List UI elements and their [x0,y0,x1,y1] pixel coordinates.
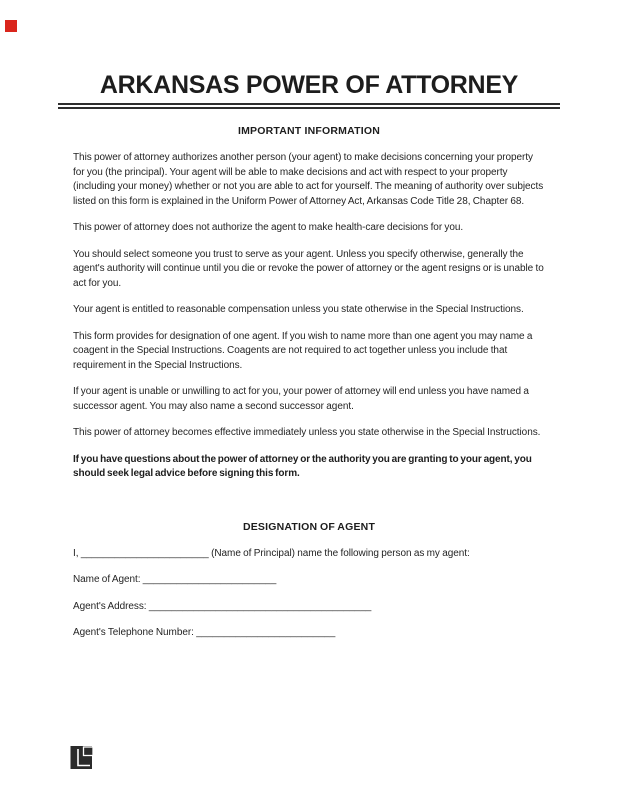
agent-address-label: Agent's Address: [73,600,147,612]
document-pages-icon [70,745,95,770]
principal-line-suffix: (Name of Principal) name the following person as my agent: [211,547,470,559]
agent-address-field [73,600,545,615]
info-paragraph: This power of attorney authorizes another person (your agent) to make decisions concerning your property for you (the principal). Your agent will be able to make decisions and act with respect to your property (including your money) whether or not you are able to act for yourself. The meaning of authority over subjects listed on this form is explained in the Uniform Power of Attorney Act, Arkansas Code Title 28, Chapter 68. [73,152,544,207]
designation-of-agent-heading: DESIGNATION OF AGENT [242,520,376,533]
agent-name-label: Name of Agent: [73,574,141,585]
info-paragraph: Your agent is entitled to reasonable compensation unless you state otherwise in the Special Instructions. [73,304,524,315]
agent-address-blank: ________________________________________ [148,600,372,612]
principal-name-blank: _______________________ [80,547,209,559]
agent-telephone-label: Agent's Telephone Number: [73,627,194,638]
legal-advice-notice: If you have questions about the power of attorney or the authority you are granting to your agent, you should seek legal advice before signing this form. [73,453,532,479]
info-paragraph: This power of attorney does not authorize the agent to make health-care decisions for you. [73,222,464,233]
red-marker [5,20,17,32]
agent-telephone-blank: _________________________ [196,627,336,638]
agent-name-field [73,573,545,588]
info-paragraph: This form provides for designation of one agent. If you wish to name more than one agent you may name a coagent in the Special Instructions. Coagents are not required to act together unless you include that requirement in the Special Instructions. [73,330,533,371]
info-paragraph: This power of attorney becomes effective immediately unless you state otherwise in the Special Instructions. [73,427,541,438]
info-paragraph: If your agent is unable or unwilling to act for you, your power of attorney will end unless you have named a successor agent. You may also name a second successor agent. [73,386,529,412]
principal-line-prefix: I, [73,547,79,559]
agent-telephone-field [73,626,545,641]
agent-name-blank: ________________________ [142,574,277,585]
important-information-heading: IMPORTANT INFORMATION [237,125,381,137]
document-title: ARKANSAS POWER OF ATTORNEY [58,71,560,109]
document-body [0,151,618,641]
principal-name-line [73,547,545,562]
info-paragraph: You should select someone you trust to serve as your agent. Unless you specify otherwise, generally the agent's authority will continue until you die or revoke the power of attorney or the agent resigns or is unable to act for you. [73,248,544,289]
legaltemplates-logo [70,745,95,770]
